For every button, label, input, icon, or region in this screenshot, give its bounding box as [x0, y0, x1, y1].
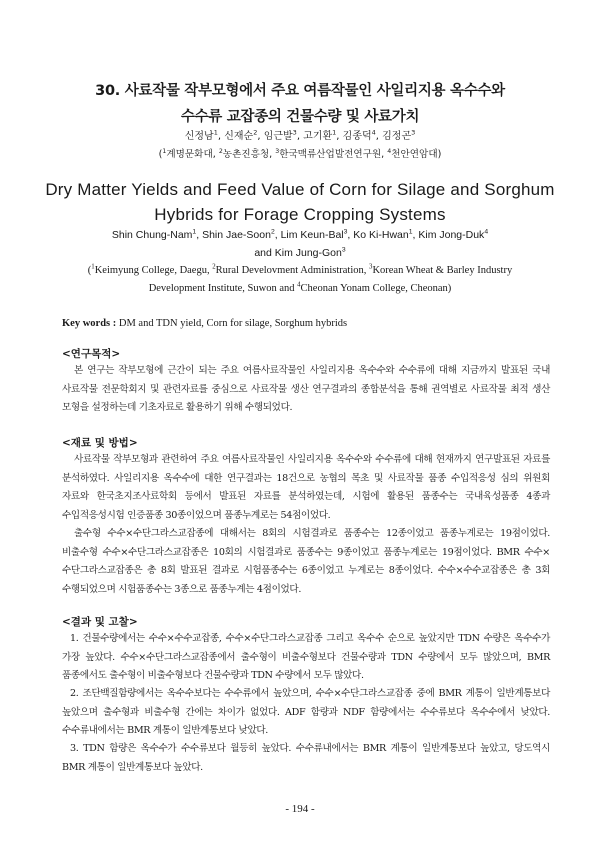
english-affiliations: ($^1$Keimyung College, Daegu, $^2$Rural Develovment Administration, $^3$Korean Wheat & Barley Industry Development Institute, Suwon and $^4$Cheonan Yonam College, Cheonan): [87, 263, 513, 294]
methods-paragraph-2: 출수형 수수×수단그라스교잡종에 대해서는 8회의 시험결과로 품종수는 12종이었고 품종누계로는 19점이었다. 비출수형 수수×수단그라스교잡종은 10회의 시험결과로 품종수는 9종이었고 품종누계로는 19점이었다. BMR 수수×수단그라스교잡종은 총 8회 발표된 결과로 시험품종수는 6종이었고 누계로는 8종이었다. 수수×수수교잡종은 총 3회 수행되었으며 시험품종수는 3종으로 품종누계는 4점이었다.: [62, 528, 550, 595]
results-paragraph-2: 2. 조단백질함량에서는 옥수수보다는 수수류에서 높았으며, 수수×수단그라스교잡종 중에 BMR 계통이 일반계통보다 높았으며 출수형과 비출수형 간에는 차이가 없었다. ADF 함량과 NDF 함량에서는 수수류보다 옥수수에서 낮았다. 수수류내에서는 BMR 계통이 일반계통보다 낮았다.: [62, 688, 550, 736]
author-en-1: Shin Chung-Nam$^1$: [111, 228, 197, 241]
section-heading-methods: <재료 및 방법>: [62, 437, 138, 449]
keywords-label: Key words :: [62, 318, 117, 329]
purpose-paragraph: 본 연구는 작부모형에 근간이 되는 주요 여름사료작물인 사일리지용 옥수수와 수수류에 대해 지금까지 발표된 국내 사료작물 전문학회지 및 관련자료를 중심으로 사료작물 생산 연구결과의 종합분석을 통해 권역별로 사료작물 최적 생산 모형을 설정하는데 기초자료로 활용하기 위해 수행되었다.: [62, 365, 550, 413]
english-title-line-2: Hybrids for Forage Cropping Systems: [154, 205, 446, 224]
author-en-6: Kim Jung-Gon$^3$: [274, 246, 346, 259]
section-heading-purpose: <연구목적>: [62, 348, 121, 360]
author-ko-4: 고기환$^1$: [303, 128, 337, 142]
author-ko-6: 김정곤$^3$: [382, 128, 416, 142]
keywords-text: DM and TDN yield, Corn for silage, Sorghum hybrids: [118, 318, 348, 329]
author-ko-5: 김종덕$^4$: [342, 128, 376, 142]
author-ko-3: 임근발$^3$: [263, 128, 297, 142]
page-number: - 194 -: [285, 803, 315, 815]
author-en-4: Ko Ki-Hwan$^1$: [353, 228, 413, 241]
korean-affiliations: ($^1$계명문화대, $^2$농촌진흥청, $^3$한국맥류산업발전연구원, $^4$천안연암대): [158, 147, 442, 160]
english-authors: Shin Chung-Nam$^1$, Shin Jae-Soon$^2$, Lim Keun-Bal$^3$, Ko Ki-Hwan$^1$, Kim Jong-Duk$^4$ and Kim Jung-Gon$^3$: [111, 228, 489, 259]
korean-title-line-1: 30. 사료작물 작부모형에서 주요 여름작물인 사일리지용 옥수수와: [95, 83, 505, 99]
keywords: [62, 316, 562, 332]
author-ko-1: 신정남$^1$: [184, 128, 218, 142]
korean-title-line-2: 수수류 교잡종의 건물수량 및 사료가치: [180, 109, 420, 125]
results-paragraph-3: 3. TDN 함량은 옥수수가 수수류보다 월등히 높았다. 수수류내에서는 BMR 계통이 일반계통보다 높았고, 당도역시 BMR 계통이 일반계통보다 높았다.: [62, 743, 550, 773]
methods-paragraph-1: 사료작물 작부모형과 관련하여 주요 여름사료작물인 사일리지용 옥수수와 수수류에 대해 현재까지 연구발표된 자료를 분석하였다. 사일리지용 옥수수에 대한 연구결과는 18건으로 농협의 목초 및 사료작물 품종 수입적응성 심의 위원회 자료와 한국초지조사료학회 등에서 발표된 자료를 분석하였는데, 시험에 활용된 품종수는 국내육성품종 4종과 수입적응성시험 인증품종 30종이었으며 품종누계로는 54점이었다.: [62, 454, 550, 521]
section-heading-results: <결과 및 고찰>: [62, 616, 138, 628]
korean-authors: 신정남$^1$, 신재순$^2$, 임근발$^3$, 고기환$^1$, 김종덕$^4$, 김정곤$^3$: [184, 128, 416, 142]
results-paragraph-1: 1. 건물수량에서는 수수×수수교잡종, 수수×수단그라스교잡종 그리고 옥수수 순으로 높았지만 TDN 수량은 옥수수가 가장 높았다. 수수×수단그라스교잡종에서 출수형이 비출수형보다 건물수량과 TDN 수량에서 모두 많았으며, BMR 품종에서도 출수형이 비출수형보다 건물수량과 TDN 수량에서 모두 많았다.: [62, 633, 550, 681]
author-en-2: Shin Jae-Soon$^2$: [202, 228, 275, 241]
english-title-line-1: Dry Matter Yields and Feed Value of Corn for Silage and Sorghum: [45, 180, 555, 199]
author-en-3: Lim Keun-Bal$^3$: [280, 228, 348, 241]
author-en-5: Kim Jong-Duk$^4$: [418, 228, 489, 241]
author-ko-2: 신재순$^2$: [224, 128, 258, 142]
